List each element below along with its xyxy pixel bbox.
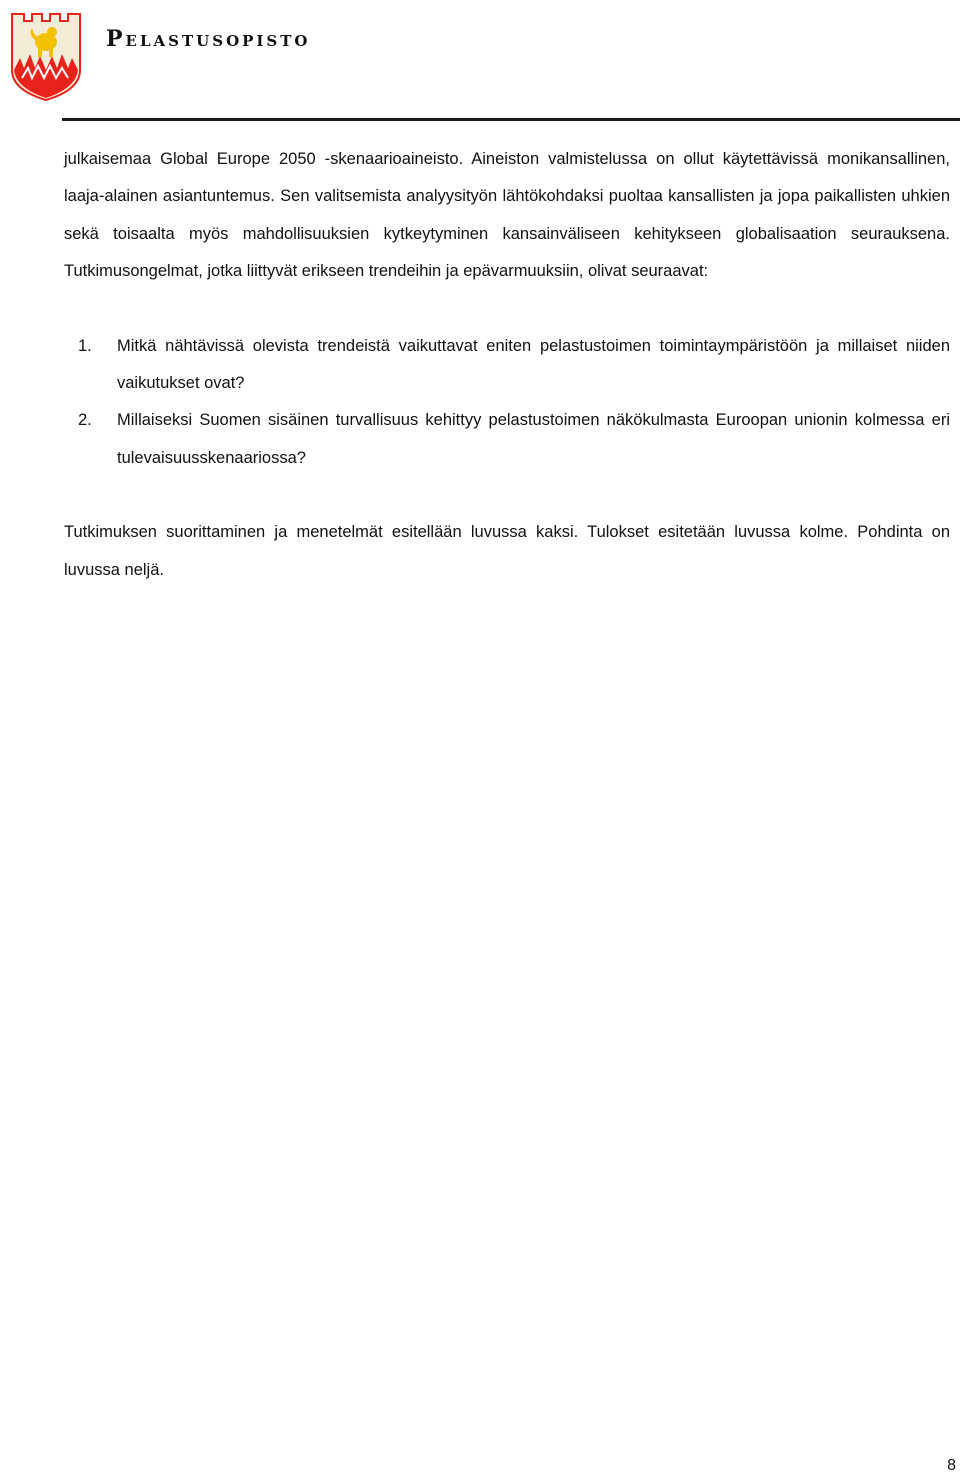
closing-paragraph: Tutkimuksen suorittaminen ja menetelmät esitellään luvussa kaksi. Tulokset esitetään luvussa kolme. Pohdinta on luvussa neljä. bbox=[64, 523, 950, 579]
intro-paragraph: julkaisemaa Global Europe 2050 -skenaarioaineisto. Aineiston valmistelussa on ollut käytettävissä monikansallinen, laaja-alainen asiantuntemus. Sen valitsemista analyysityön lähtökohdaksi puoltaa kansallisten ja jopa paikallisten uhkien sekä toisaalta myös mahdollisuuksien kytkeytyminen kansainväliseen kehitykseen globalisaation seurauksena. Tutkimusongelmat, jotka liittyvät erikseen trendeihin ja epävarmuuksiin, olivat seuraavat: bbox=[64, 150, 950, 281]
list-item-number: 2. bbox=[78, 411, 92, 430]
coat-of-arms-logo-icon bbox=[10, 12, 82, 102]
list-item bbox=[64, 328, 950, 403]
page-number: 8 bbox=[947, 1457, 956, 1474]
research-questions-list bbox=[64, 328, 950, 478]
list-item bbox=[64, 402, 950, 477]
document-body bbox=[64, 141, 950, 589]
list-item-text: Millaiseksi Suomen sisäinen turvallisuus kehittyy pelastustoimen näkökulmasta Euroopan unionin kolmessa eri tulevaisuusskenaariossa? bbox=[117, 411, 950, 467]
list-item-text: Mitkä nähtävissä olevista trendeistä vaikuttavat eniten pelastustoimen toimintaympäristöön ja millaiset niiden vaikutukset ovat? bbox=[117, 336, 950, 393]
list-item-number: 1. bbox=[78, 336, 92, 355]
header-divider bbox=[62, 118, 960, 121]
brand-name: Pelastusopisto bbox=[106, 26, 311, 52]
page-header bbox=[0, 0, 960, 122]
